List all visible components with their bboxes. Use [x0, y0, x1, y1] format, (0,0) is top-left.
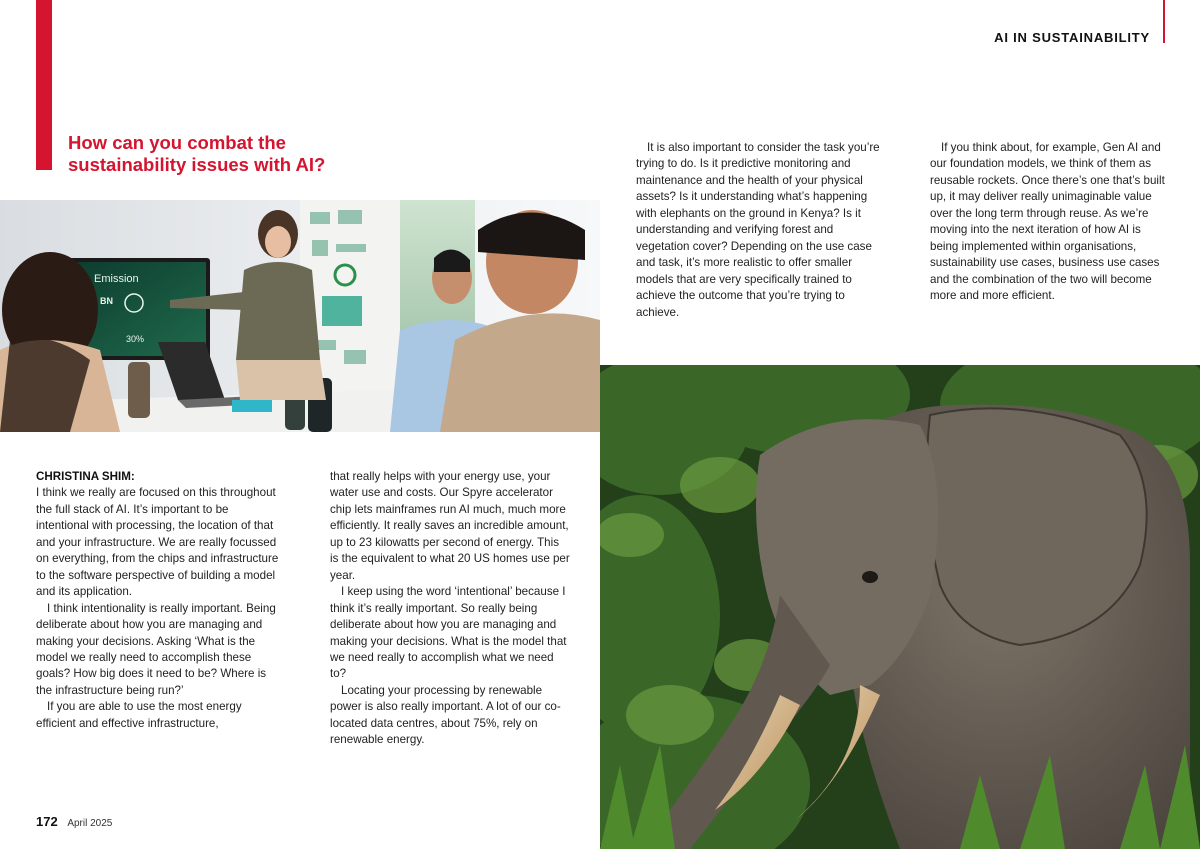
screen-line-b: 30%: [126, 334, 145, 344]
article-column-2: [330, 469, 570, 749]
paragraph: that really helps with your energy use, your water use and costs. Our Spyre accelerator chip lets mainframes run AI much, much more efficiently. It really saves an incredible amount, up to 23 kilowatts per second of energy. This is the equivalent to what 20 US homes use per year.: [330, 470, 570, 582]
paragraph: If you are able to use the most energy efficient and effective infrastructure,: [36, 700, 242, 730]
paragraph: If you think about, for example, Gen AI and our foundation models, we think of them as reusable rockets. Once there’s one that’s built up, it may deliver really unimaginable value over the long term through reuse. As we’re moving into the next iteration of how AI is being implemented within organisations, sustainability use cases, business use cases and the combination of the two will become more and more efficient.: [930, 141, 1165, 303]
screen-title: Emission: [94, 273, 139, 285]
issue-date: April 2025: [67, 818, 113, 829]
paragraph: It is also important to consider the task you’re trying to do. Is it predictive monitoring and maintenance and the health of your physical assets? Is it understanding what’s happening with elephants on the ground in Kenya? Is it understanding and verifying forest and vegetation cover? Depending on the use case and task, it’s more realistic to offer smaller models that are very specifically trained to achieve the outcome that you’re trying to achieve.: [636, 141, 880, 319]
page-footer: [36, 814, 112, 829]
accent-line-right: [1163, 0, 1165, 43]
paragraph: I keep using the word ‘intentional’ because I think it’s really important. So really being deliberate about how you are managing and making your decisions. What is the model that we need really to accomplish what we need to?: [330, 585, 567, 681]
accent-bar-left: [36, 0, 52, 170]
paragraph: Locating your processing by renewable power is also really important. A lot of our co-located data centres, about 75%, rely on renewable energy.: [330, 683, 561, 747]
page-number: 172: [36, 814, 58, 829]
screen-line-a: BN: [100, 296, 113, 306]
meeting-photo: [0, 200, 600, 432]
elephant-photo: [600, 365, 1200, 849]
article-column-3: [636, 140, 886, 321]
paragraph: I think we really are focused on this throughout the full stack of AI. It’s important to be intentional with processing, the location of that and your infrastructure. We are really focussed on everything, from the chips and infrastructure to the software perspective of building a model and its application.: [36, 486, 279, 599]
section-label: AI IN SUSTAINABILITY: [994, 30, 1150, 45]
article-column-4: [930, 140, 1170, 305]
article-headline: How can you combat the sustainability issues with AI?: [68, 132, 326, 175]
article-column-1: [36, 469, 284, 732]
paragraph: I think intentionality is really important. Being deliberate about how you are managing and making your decisions. Asking ‘What is the model we really need to accomplish these goals? How big does it need to be? Where is the infrastructure being run?’: [36, 601, 276, 697]
speaker-name: CHRISTINA SHIM:: [36, 470, 135, 483]
